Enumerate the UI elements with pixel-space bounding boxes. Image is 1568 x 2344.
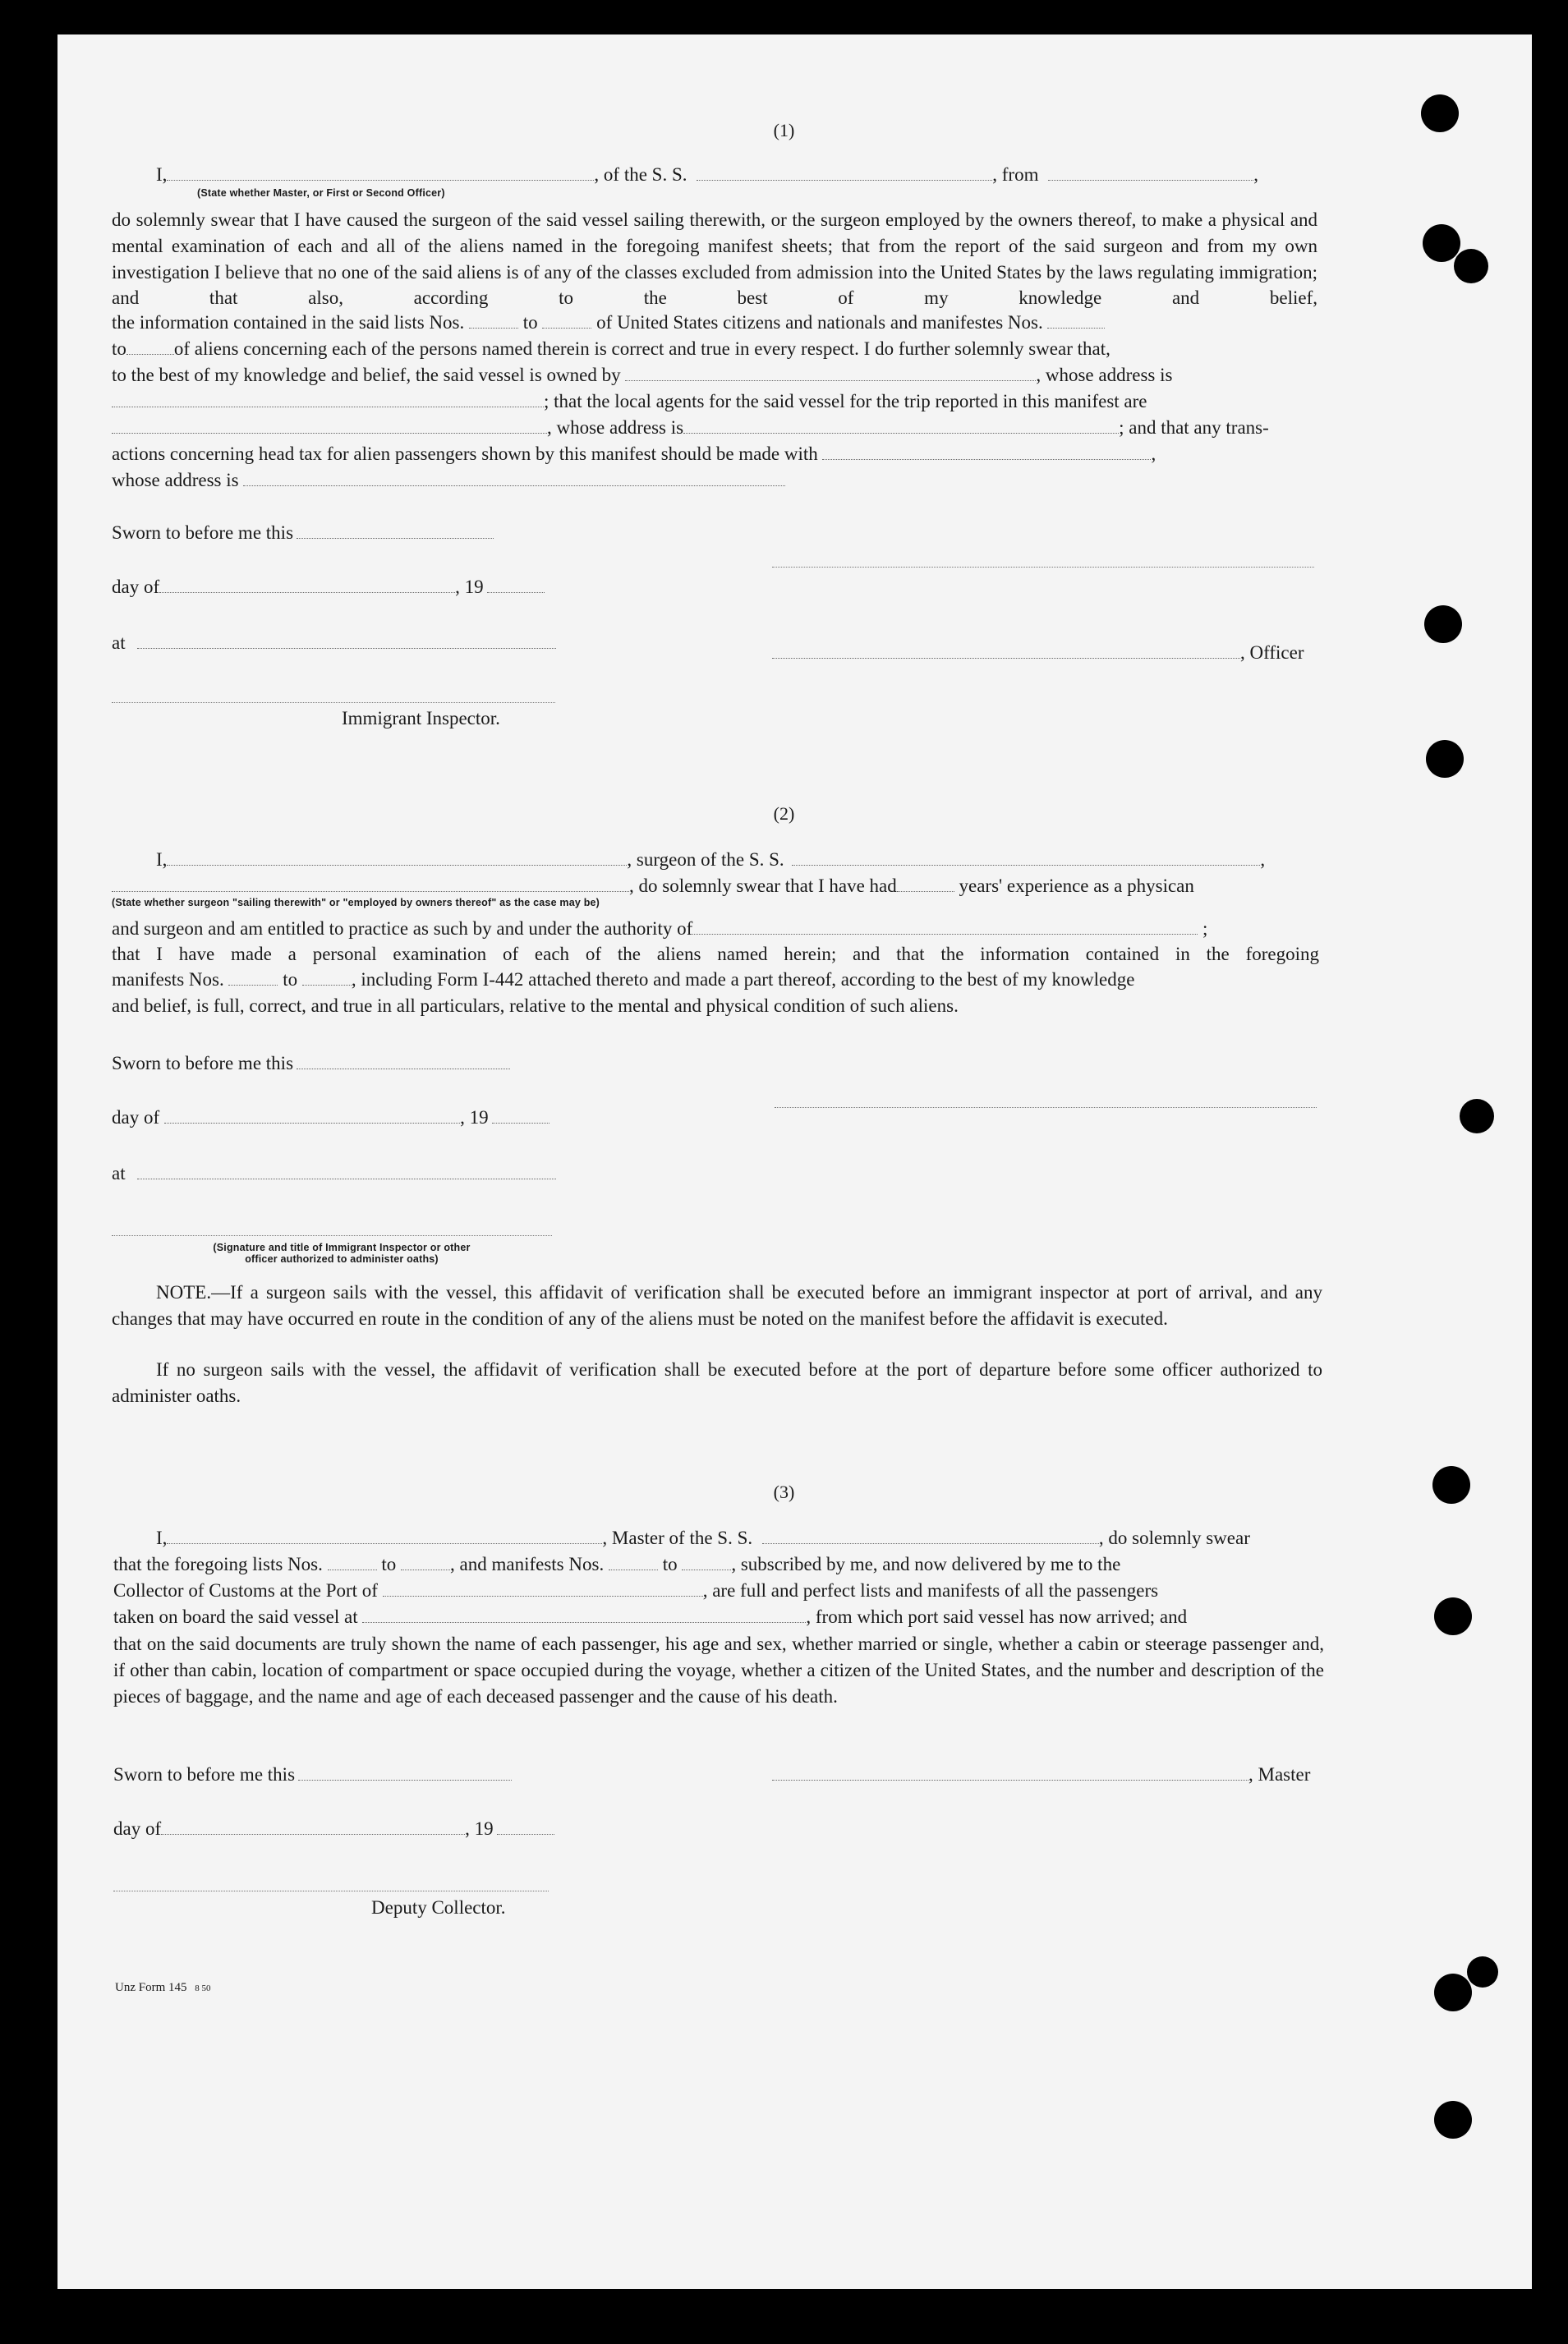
s3-from-text: , from which port said vessel has now arrived; and	[806, 1606, 1188, 1627]
form-number: Unz Form 145	[115, 1981, 187, 1994]
form-code: 8 50	[195, 1983, 211, 1993]
s1-paragraph-1: do solemnly swear that I have caused the surgeon of the said vessel sailing therewith, or the surgeon employed by the owners thereof, to make a physical and mental examination of each and all of the aliens named in the foregoing manifest sheets; that from the report of the said surgeon and from my own investigation I believe that no one of the said aliens is of any of the classes excluded from admission into the United States by the laws regulating immigration; and that also, according to the best of my knowledge and belief,	[112, 209, 1317, 309]
s2-sworn-text: Sworn to before me this	[112, 1053, 294, 1073]
s1-officer-signature	[772, 642, 1304, 664]
s1-owned-line	[112, 365, 1172, 386]
s3-master-label: , Master of the S. S.	[602, 1528, 753, 1548]
s3-day-field[interactable]	[161, 1821, 465, 1835]
s1-headtax-field[interactable]	[822, 446, 1151, 460]
s3-i-label: I,	[156, 1528, 168, 1548]
s3-lists-from-field[interactable]	[328, 1556, 377, 1570]
s3-master-name-field[interactable]	[167, 1530, 602, 1544]
s1-year-label: , 19	[455, 577, 484, 597]
s2-note-paragraph: NOTE.—If a surgeon sails with the vessel, this affidavit of verification shall be executed before an immigrant inspector at port of arrival, and any changes that may have occurred en route in the condition of any of the aliens must be noted on the manifest before the affidavit is executed.	[112, 1282, 1322, 1329]
s2-surgeon-note: (State whether surgeon "sailing therewith" or "employed by owners thereof" as the case may be)	[112, 897, 600, 908]
s2-manifests-label: manifests Nos.	[112, 969, 224, 990]
s2-comma: ,	[1260, 849, 1266, 870]
s2-examined-text: that I have made a personal examination of each of the aliens named herein; and that the information contained in the foregoing	[112, 944, 1319, 964]
punch-hole	[1424, 605, 1462, 643]
s2-swear-text: , do solemnly swear that I have had	[629, 876, 897, 896]
s1-officer-field[interactable]	[167, 167, 594, 181]
s1-transactions-text: ; and that any trans-	[1119, 417, 1269, 438]
s3-lists-to-field[interactable]	[401, 1556, 450, 1570]
s3-manifests-from-field[interactable]	[609, 1556, 658, 1570]
s2-manifests-line	[112, 969, 1134, 990]
punch-hole	[1434, 1597, 1472, 1635]
s1-sworn-text: Sworn to before me this	[112, 522, 294, 543]
s2-surgeon-name-field[interactable]	[167, 852, 627, 866]
s2-inspector-line[interactable]	[112, 1235, 552, 1236]
s2-signature-note-line-1: (Signature and title of Immigrant Inspector or other	[213, 1242, 471, 1253]
s1-headtax-address-field[interactable]	[243, 472, 785, 486]
s3-lists-text: that the foregoing lists Nos.	[113, 1554, 323, 1574]
s1-whose-address-2: , whose address is	[547, 417, 684, 438]
punch-hole	[1434, 2101, 1472, 2139]
s3-manifests-text: , and manifests Nos.	[450, 1554, 605, 1574]
s1-date-line	[112, 577, 545, 598]
s3-date-line	[113, 1818, 554, 1840]
s1-whose-address-1: , whose address is	[1036, 365, 1173, 385]
s1-headtax-line	[112, 444, 1156, 465]
s3-paragraph: that on the said documents are truly shown the name of each passenger, his age and sex, whether married or single, whether a cabin or steerage passenger and, if other than cabin, location of compartment or space occupied during the voyage, whether a citizen of the United States, and the number and description of the pieces of baggage, and the name and age of each deceased passenger and the cause of his death.	[113, 1634, 1324, 1707]
punch-hole	[1426, 740, 1464, 778]
s3-sworn-field[interactable]	[298, 1767, 512, 1781]
s1-to-label: to	[522, 312, 538, 333]
s3-manifests-to-field[interactable]	[682, 1556, 731, 1570]
punch-hole	[1423, 224, 1460, 262]
s3-subscribed-text: , subscribed by me, and now delivered by me to the	[731, 1554, 1121, 1574]
s1-lists-from-field[interactable]	[469, 315, 518, 329]
s1-day-field[interactable]	[159, 579, 455, 593]
s3-sworn-text: Sworn to before me this	[113, 1764, 296, 1785]
s3-deputy-label: Deputy Collector.	[371, 1897, 506, 1918]
s3-master-signature	[772, 1764, 1310, 1786]
s1-officer-line	[156, 164, 1258, 186]
s1-aliens-line	[112, 338, 1110, 360]
section-1-number: (1)	[773, 120, 795, 140]
s1-comma-2: ,	[1151, 444, 1156, 464]
s2-signature-line[interactable]	[775, 1107, 1317, 1108]
s1-aliens-text: of aliens concerning each of the persons named therein is correct and true in every respect. I do further solemnly swear that,	[173, 338, 1110, 359]
s2-signature-note-line-2: officer authorized to administer oaths)	[245, 1253, 439, 1265]
s3-full-text: , are full and perfect lists and manifests of all the passengers	[702, 1580, 1159, 1601]
s3-master-signature-field[interactable]	[772, 1767, 1248, 1781]
s3-sworn-label	[113, 1764, 512, 1786]
s1-officer-note: (State whether Master, or First or Second Officer)	[197, 187, 445, 199]
s2-i-label: I,	[156, 849, 168, 870]
s2-surgeon-type-field[interactable]	[112, 878, 629, 892]
s1-citizens-text: of United States citizens and nationals and manifestes Nos.	[596, 312, 1043, 333]
s3-port-field[interactable]	[383, 1583, 703, 1597]
s1-manifests-from-field[interactable]	[1047, 315, 1105, 329]
s1-year-field[interactable]	[487, 579, 545, 593]
s2-signature-note	[145, 1242, 539, 1265]
s1-at-label: at	[112, 632, 126, 653]
s3-taken-line	[113, 1606, 1187, 1628]
s3-lists-line	[113, 1554, 1120, 1575]
s3-collector-line	[113, 1580, 1158, 1602]
s1-of-ss-label: , of the S. S.	[594, 164, 687, 185]
s2-sworn-field[interactable]	[297, 1055, 510, 1069]
s2-year-field[interactable]	[492, 1110, 549, 1124]
s1-sworn-label	[112, 522, 494, 544]
s2-place-field[interactable]	[137, 1165, 556, 1179]
s1-to-label-2: to	[112, 338, 126, 359]
s1-info-text: the information contained in the said lists Nos.	[112, 312, 465, 333]
section-2-number: (2)	[773, 803, 795, 824]
s1-lists-line	[112, 312, 1105, 333]
s1-owned-text: to the best of my knowledge and belief, the said vessel is owned by	[112, 365, 621, 385]
s3-departure-port-field[interactable]	[362, 1609, 806, 1623]
s1-i-label: I,	[156, 164, 168, 185]
s1-agents-text: ; that the local agents for the said vessel for the trip reported in this manifest are	[544, 391, 1147, 411]
s2-surgeon-line	[156, 849, 1265, 871]
punch-hole	[1460, 1099, 1494, 1133]
s2-note-paragraph-2: If no surgeon sails with the vessel, the affidavit of verification shall be executed before at the port of departure before some officer authorized to administer oaths.	[112, 1359, 1322, 1406]
s1-agents-line	[112, 391, 1147, 412]
s1-place-line	[112, 632, 556, 654]
s3-vessel-field[interactable]	[762, 1530, 1099, 1544]
s1-comma: ,	[1253, 164, 1258, 185]
s1-place-field[interactable]	[137, 635, 556, 649]
s2-vessel-field[interactable]	[792, 852, 1260, 866]
s3-swear-text: , do solemnly swear	[1098, 1528, 1250, 1548]
s2-at-label: at	[112, 1163, 126, 1183]
punch-hole	[1467, 1956, 1498, 1988]
s2-including-text: , including Form I-442 attached thereto and made a part thereof, according to the best of my knowledge	[351, 969, 1135, 990]
s1-from-field[interactable]	[1048, 167, 1253, 181]
s2-day-field[interactable]	[164, 1110, 460, 1124]
s1-signature-line[interactable]	[772, 567, 1314, 568]
s1-agents-address-field[interactable]	[683, 420, 1119, 434]
s2-day-of-label: day of	[112, 1107, 160, 1128]
s2-sworn-label	[112, 1053, 510, 1074]
s1-day-of-label: day of	[112, 577, 160, 597]
s2-experience-line	[112, 876, 1194, 897]
s1-officer-label: , Officer	[1240, 642, 1304, 663]
punch-hole	[1454, 249, 1488, 283]
s1-headtax-address-line	[112, 470, 785, 491]
s1-owner-address-field[interactable]	[112, 393, 544, 407]
s3-to-label-2: to	[662, 1554, 678, 1574]
form-footer	[115, 1981, 211, 1995]
s1-manifests-to-field[interactable]	[126, 341, 174, 355]
s1-sworn-field[interactable]	[297, 525, 494, 539]
s2-authority-line	[112, 918, 1207, 940]
s2-place-line	[112, 1163, 556, 1184]
s3-master-line	[156, 1528, 1250, 1549]
punch-hole	[1434, 1974, 1472, 2011]
s2-belief-text: and belief, is full, correct, and true in all particulars, relative to the mental and physical condition of such aliens.	[112, 995, 959, 1016]
s2-manifests-from-field[interactable]	[228, 972, 278, 986]
s2-authority-text: and surgeon and am entitled to practice as such by and under the authority of	[112, 918, 693, 939]
s1-owner-field[interactable]	[625, 367, 1036, 381]
s1-officer-name-field[interactable]	[772, 645, 1240, 659]
s1-agents-address-line	[112, 417, 1269, 439]
s2-surgeon-label: , surgeon of the S. S.	[627, 849, 784, 870]
s1-inspector-label: Immigrant Inspector.	[342, 708, 500, 728]
s1-vessel-field[interactable]	[697, 167, 992, 181]
s2-authority-field[interactable]	[692, 921, 1198, 935]
s1-from-label: , from	[992, 164, 1039, 185]
s1-whose-address-3: whose address is	[112, 470, 239, 490]
s3-master-signature-label: , Master	[1248, 1764, 1311, 1785]
s2-years-text: years' experience as a physican	[959, 876, 1194, 896]
s2-years-field[interactable]	[897, 878, 954, 892]
s1-head-tax-text: actions concerning head tax for alien passengers shown by this manifest should be made with	[112, 444, 818, 464]
s3-year-label: , 19	[465, 1818, 494, 1839]
s2-to-label: to	[283, 969, 298, 990]
s1-inspector-line[interactable]	[112, 702, 555, 703]
s3-collector-text: Collector of Customs at the Port of	[113, 1580, 378, 1601]
s2-manifests-to-field[interactable]	[302, 972, 352, 986]
s3-to-label: to	[381, 1554, 397, 1574]
s3-taken-text: taken on board the said vessel at	[113, 1606, 358, 1627]
s2-year-label: , 19	[460, 1107, 489, 1128]
s2-date-line	[112, 1107, 549, 1128]
s1-agents-field[interactable]	[112, 420, 547, 434]
s3-day-of-label: day of	[113, 1818, 162, 1839]
s3-year-field[interactable]	[497, 1821, 554, 1835]
s2-semicolon: ;	[1202, 918, 1208, 939]
section-3-number: (3)	[773, 1482, 795, 1502]
s1-lists-to-field[interactable]	[542, 315, 591, 329]
